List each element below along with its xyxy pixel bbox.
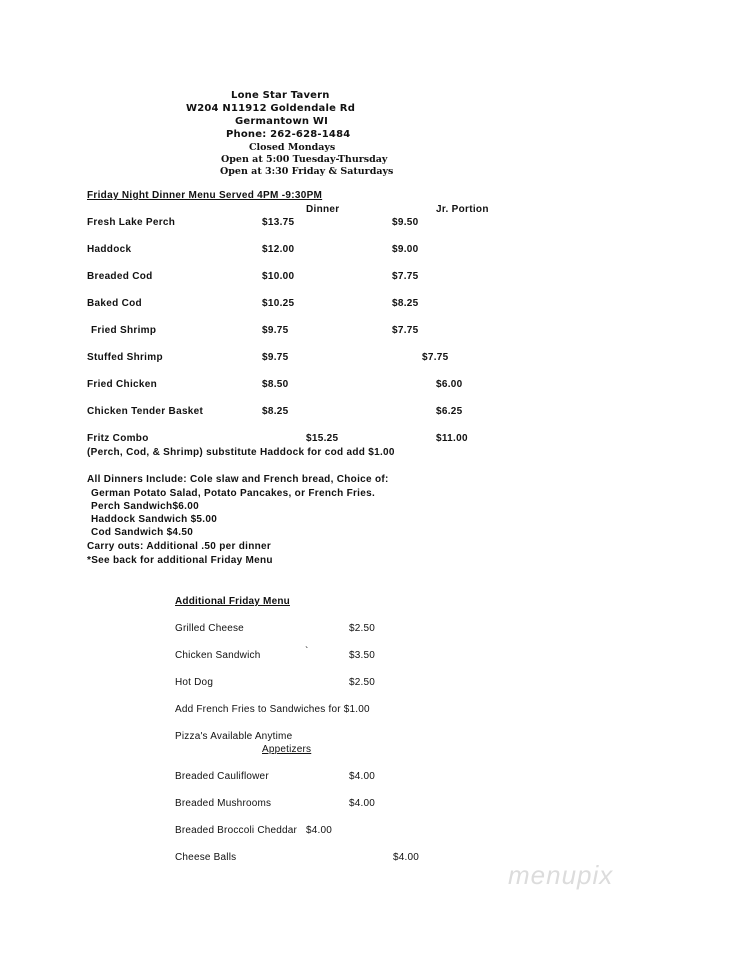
- fries-note: Add French Fries to Sandwiches for $1.00: [175, 704, 370, 715]
- menu-item-name: Haddock: [87, 244, 132, 255]
- appetizer-name: Breaded Mushrooms: [175, 798, 272, 809]
- menu-item-jr-price: $7.75: [392, 271, 419, 282]
- side-choices-note: German Potato Salad, Potato Pancakes, or French Fries.: [91, 488, 376, 499]
- menu-item-name: Stuffed Shrimp: [87, 352, 163, 363]
- restaurant-phone: Phone: 262-628-1484: [226, 129, 351, 140]
- menu-item-name: Baked Cod: [87, 298, 142, 309]
- menu-item-jr-price: $6.00: [436, 379, 463, 390]
- pizza-note: Pizza's Available Anytime: [175, 731, 293, 742]
- appetizer-price: $4.00: [349, 798, 376, 809]
- stray-mark: `: [305, 646, 309, 657]
- haddock-sandwich-note: Haddock Sandwich $5.00: [91, 514, 218, 525]
- carry-out-note: Carry outs: Additional .50 per dinner: [87, 541, 272, 552]
- menu-item-jr-price: $9.00: [392, 244, 419, 255]
- appetizer-name: Breaded Broccoli Cheddar: [175, 825, 298, 836]
- additional-item-name: Grilled Cheese: [175, 623, 244, 634]
- restaurant-address: W204 N11912 Goldendale Rd: [186, 103, 356, 114]
- menu-item-name: Breaded Cod: [87, 271, 153, 282]
- watermark-logo: menupix: [508, 860, 614, 890]
- additional-menu-title: Additional Friday Menu: [175, 596, 290, 607]
- menu-item-dinner-price: $12.00: [262, 244, 295, 255]
- additional-item-name: Hot Dog: [175, 677, 214, 688]
- menu-item-jr-price: $8.25: [392, 298, 419, 309]
- column-jr-portion: Jr. Portion: [436, 204, 489, 215]
- menu-item-name: Fritz Combo: [87, 433, 149, 444]
- appetizer-price: $4.00: [349, 771, 376, 782]
- friday-menu-title: Friday Night Dinner Menu Served 4PM -9:30PM: [87, 190, 323, 201]
- menu-item-name: Fried Chicken: [87, 379, 158, 390]
- cod-sandwich-note: Cod Sandwich $4.50: [91, 527, 194, 538]
- additional-item-price: $2.50: [349, 677, 376, 688]
- menu-item-jr-price: $6.25: [436, 406, 463, 417]
- menu-item-jr-price: $7.75: [422, 352, 449, 363]
- menu-item-jr-price: $11.00: [436, 433, 468, 444]
- perch-sandwich-note: Perch Sandwich$6.00: [91, 501, 199, 512]
- combo-note: (Perch, Cod, & Shrimp) substitute Haddock for cod add $1.00: [87, 447, 395, 458]
- menu-item-name: Chicken Tender Basket: [87, 406, 204, 417]
- appetizer-name: Breaded Cauliflower: [175, 771, 269, 782]
- menu-item-dinner-price: $10.25: [262, 298, 295, 309]
- hours-weekend: Open at 3:30 Friday & Saturdays: [220, 166, 394, 177]
- appetizer-price: $4.00: [393, 852, 420, 863]
- menu-item-jr-price: $7.75: [392, 325, 419, 336]
- appetizers-title: Appetizers: [262, 744, 312, 755]
- menu-item-dinner-price: $9.75: [262, 352, 289, 363]
- see-back-note: *See back for additional Friday Menu: [87, 555, 273, 566]
- hours-weekday: Open at 5:00 Tuesday-Thursday: [221, 154, 388, 165]
- menu-item-dinner-price: $9.75: [262, 325, 289, 336]
- menu-item-dinner-price: $13.75: [262, 217, 295, 228]
- appetizer-price: $4.00: [306, 825, 333, 836]
- menu-item-jr-price: $9.50: [392, 217, 419, 228]
- menu-item-name: Fried Shrimp: [91, 325, 157, 336]
- restaurant-name: Lone Star Tavern: [231, 90, 330, 101]
- additional-item-name: Chicken Sandwich: [175, 650, 261, 661]
- appetizer-name: Cheese Balls: [175, 852, 237, 863]
- menu-item-name: Fresh Lake Perch: [87, 217, 176, 228]
- menu-item-dinner-price: $8.50: [262, 379, 289, 390]
- column-dinner: Dinner: [306, 204, 340, 215]
- additional-item-price: $2.50: [349, 623, 376, 634]
- menu-item-dinner-price: $15.25: [306, 433, 339, 444]
- closed-days: Closed Mondays: [249, 142, 336, 153]
- additional-item-price: $3.50: [349, 650, 376, 661]
- menu-item-dinner-price: $10.00: [262, 271, 295, 282]
- dinners-include-note: All Dinners Include: Cole slaw and French bread, Choice of:: [87, 474, 389, 485]
- menu-item-dinner-price: $8.25: [262, 406, 289, 417]
- restaurant-city: Germantown WI: [235, 116, 329, 127]
